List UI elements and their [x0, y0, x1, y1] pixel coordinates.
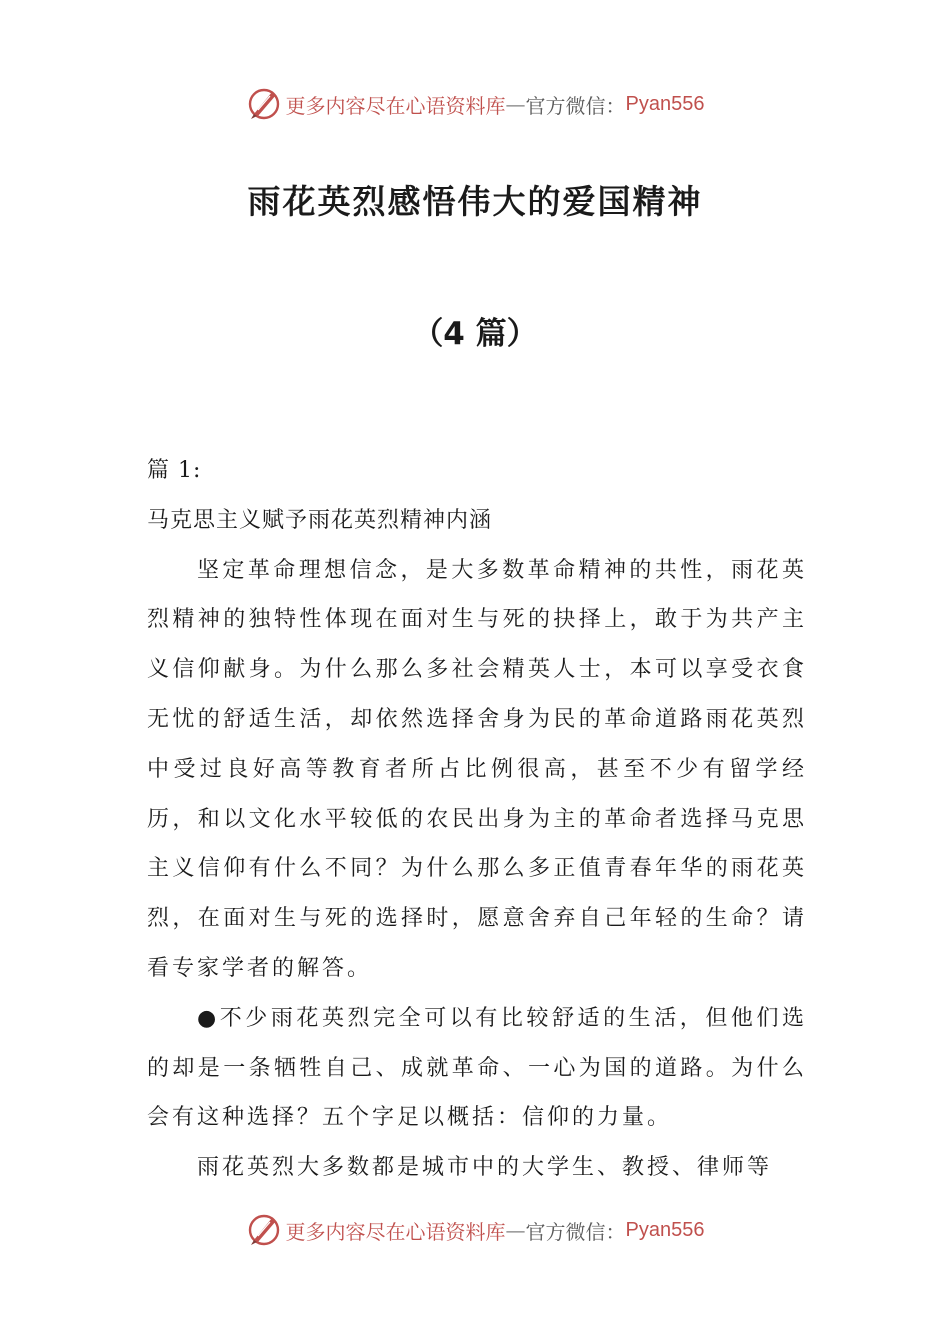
body-paragraph: 坚定革命理想信念，是大多数革命精神的共性，雨花英烈精神的独特性体现在面对生与死的抉择上，敢于为共产主义信仰献身。为什么那么多社会精英人士，本可以享受衣食无忧的舒适生活，却依然选择舍身为民的革命道路雨花英烈中受过良好高等教育者所占比例很高，甚至不少有留学经历，和以文化水平较低的农民出身为主的革命者选择马克思主义信仰有什么不同？为什么那么多正值青春年华的雨花英烈，在面对生与死的选择时，愿意舍弃自己年轻的生命？请看专家学者的解答。 — [147, 557, 807, 981]
footer-banner — [0, 1210, 950, 1250]
section-heading: 马克思主义赋予雨花英烈精神内涵 — [147, 507, 493, 533]
quill-logo-icon — [246, 86, 282, 122]
body-paragraph: ●不少雨花英烈完全可以有比较舒适的生活，但他们选的却是一条牺牲自己、成就革命、一心为国的道路。为什么会有这种选择？五个字足以概括：信仰的力量。 — [147, 1005, 807, 1131]
banner-label: 官方微信： — [525, 93, 626, 118]
section-label: 篇 1: — [147, 458, 202, 483]
header-banner — [0, 84, 950, 124]
document-subtitle: （4 篇） — [412, 316, 538, 352]
banner-separator: — — [505, 1218, 526, 1242]
banner-separator: — — [505, 92, 526, 116]
banner-label: 官方微信： — [525, 1219, 626, 1244]
document-title: 雨花英烈感悟伟大的爱国精神 — [247, 182, 703, 221]
document-body — [147, 446, 807, 1193]
banner-wechat-id: Pyan556 — [625, 1218, 705, 1241]
banner-text: 更多内容尽在心语资料库 — [285, 1219, 506, 1244]
banner-wechat-id: Pyan556 — [625, 92, 705, 115]
banner-text: 更多内容尽在心语资料库 — [285, 93, 506, 118]
quill-logo-icon — [246, 1212, 282, 1248]
body-paragraph: 雨花英烈大多数都是城市中的大学生、教授、律师等 — [197, 1155, 773, 1181]
